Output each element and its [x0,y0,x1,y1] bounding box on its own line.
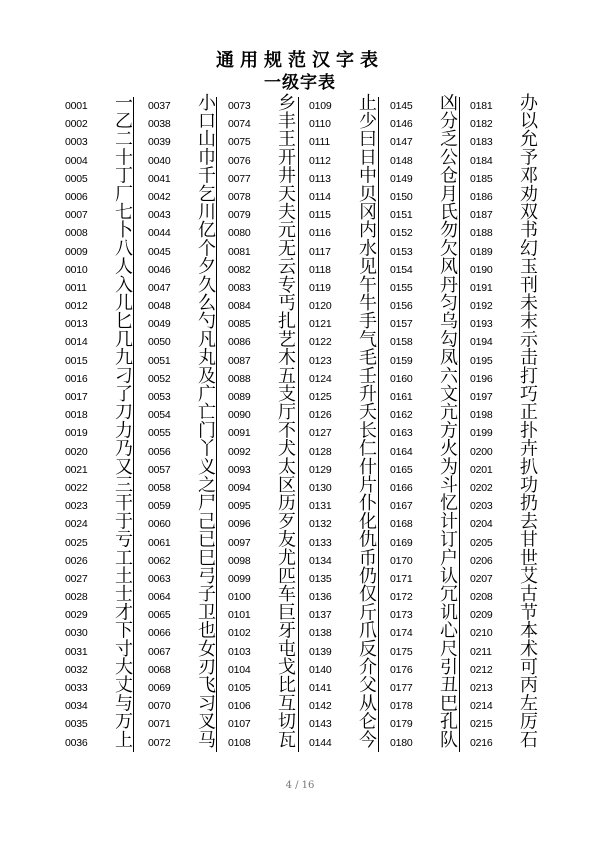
char-number: 0195 [470,354,493,367]
char-number: 0125 [309,391,332,403]
char-number: 0136 [309,591,332,604]
char-number: 0047 [148,281,171,294]
char-number: 0041 [148,172,171,185]
char-number: 0073 [228,100,251,112]
char-number: 0157 [390,318,413,331]
char-number: 0108 [228,736,251,749]
char-number: 0207 [470,572,493,585]
char-number: 0096 [228,518,251,531]
char-number: 0062 [148,554,171,567]
char-number: 0066 [148,627,171,640]
char-number: 0058 [148,481,171,494]
char-number: 0052 [148,372,171,385]
char-number: 0117 [309,245,331,258]
char-number: 0140 [309,663,332,676]
char-number: 0166 [390,481,413,494]
char-column-3 [228,93,306,757]
char-number: 0199 [470,427,493,440]
char-number: 0102 [228,627,251,640]
char-number: 0124 [309,372,332,385]
char-number: 0163 [390,427,413,440]
char-number: 0204 [470,518,493,531]
char-number: 0017 [65,391,88,403]
char-number: 0214 [470,700,493,713]
char-number: 0103 [228,645,251,658]
char-number: 0053 [148,391,171,403]
char-number: 0009 [65,245,88,258]
char-column-1 [65,93,143,757]
char-number: 0020 [65,445,88,458]
char-number: 0064 [148,591,171,604]
char-number: 0184 [470,154,493,167]
char-number: 0011 [65,281,87,294]
char-number: 0015 [65,354,88,367]
char-number: 0210 [470,627,493,640]
char-number: 0202 [470,481,493,494]
number-list [65,97,101,752]
char-number: 0032 [65,663,88,676]
char-number: 0083 [228,281,251,294]
char-number: 0022 [65,481,88,494]
char-number: 0173 [390,609,413,622]
char-number: 0043 [148,209,171,222]
char-number: 0181 [470,100,493,112]
char-number: 0150 [390,190,413,203]
char-number: 0104 [228,663,251,676]
char-number: 0182 [470,118,493,131]
char-number: 0137 [309,609,332,622]
char-number: 0174 [390,627,413,640]
char-number: 0039 [148,136,171,149]
column-divider [133,97,134,752]
character-list: 一乙二十丁厂七卜八人入儿匕几九刁了刀力乃又三干于亏工土士才下寸大丈与万上 [112,93,133,749]
char-number: 0029 [65,609,88,622]
char-number: 0065 [148,609,171,622]
number-list [148,97,184,752]
char-number: 0072 [148,736,171,749]
char-number: 0179 [390,718,413,731]
char-number: 0206 [470,554,493,567]
char-number: 0112 [309,154,331,167]
char-number: 0024 [65,518,88,531]
char-number: 0158 [390,336,413,349]
char-number: 0008 [65,227,88,240]
char-number: 0128 [309,445,332,458]
char-number: 0189 [470,245,493,258]
char-number: 0076 [228,154,251,167]
char-number: 0139 [309,645,332,658]
char-number: 0050 [148,336,171,349]
char-number: 0093 [228,463,251,476]
char-number: 0201 [470,463,493,476]
char-number: 0040 [148,154,171,167]
char-number: 0154 [390,263,413,276]
char-number: 0023 [65,500,88,513]
char-number: 0151 [390,209,413,222]
char-number: 0059 [148,500,171,513]
char-number: 0087 [228,354,251,367]
char-number: 0012 [65,300,88,313]
char-number: 0127 [309,427,332,440]
char-number: 0079 [228,209,251,222]
char-number: 0018 [65,409,88,422]
char-number: 0110 [309,118,331,131]
char-number: 0031 [65,645,88,658]
char-number: 0162 [390,409,413,422]
char-number: 0056 [148,445,171,458]
char-number: 0067 [148,645,171,658]
char-number: 0164 [390,445,413,458]
char-number: 0197 [470,391,493,403]
char-number: 0092 [228,445,251,458]
char-number: 0187 [470,209,493,222]
char-number: 0014 [65,336,88,349]
number-list [309,97,345,752]
char-number: 0089 [228,391,251,403]
char-number: 0100 [228,591,251,604]
char-number: 0098 [228,554,251,567]
char-number: 0146 [390,118,413,131]
char-number: 0038 [148,118,171,131]
char-number: 0082 [228,263,251,276]
char-number: 0176 [390,663,413,676]
char-number: 0002 [65,118,88,131]
char-number: 0159 [390,354,413,367]
character-list: 小口山巾千乞川亿个夕久么勺凡丸及广亡门丫义之尸己已巳弓子卫也女刃飞习叉马 [195,93,216,749]
char-number: 0119 [309,281,331,294]
char-number: 0138 [309,627,332,640]
char-number: 0180 [390,736,413,749]
char-number: 0055 [148,427,171,440]
char-number: 0095 [228,500,251,513]
char-number: 0215 [470,718,493,731]
char-number: 0057 [148,463,171,476]
char-number: 0113 [309,172,331,185]
char-number: 0035 [65,718,88,731]
char-number: 0109 [309,100,332,112]
column-divider [298,97,299,752]
char-number: 0054 [148,409,171,422]
char-number: 0111 [309,136,330,149]
char-number: 0145 [390,100,413,112]
char-number: 0190 [470,263,493,276]
char-number: 0074 [228,118,251,131]
char-column-4 [309,93,387,757]
char-number: 0178 [390,700,413,713]
char-number: 0034 [65,700,88,713]
char-number: 0077 [228,172,251,185]
char-number: 0156 [390,300,413,313]
char-number: 0061 [148,536,171,549]
char-number: 0196 [470,372,493,385]
char-number: 0144 [309,736,332,749]
char-number: 0193 [470,318,493,331]
char-number: 0122 [309,336,332,349]
char-number: 0063 [148,572,171,585]
char-number: 0019 [65,427,88,440]
char-number: 0007 [65,209,88,222]
char-number: 0006 [65,190,88,203]
char-number: 0090 [228,409,251,422]
char-number: 0175 [390,645,413,658]
char-number: 0003 [65,136,88,149]
char-number: 0030 [65,627,88,640]
column-divider [216,97,217,752]
char-number: 0016 [65,372,88,385]
char-number: 0188 [470,227,493,240]
char-number: 0203 [470,500,493,513]
char-number: 0186 [470,190,493,203]
character-list: 凶分乏公仓月氏勿欠风丹匀乌勾凤六文亢方火为斗忆计订户认冗讥心尺引丑巴孔队 [437,93,458,749]
char-number: 0070 [148,700,171,713]
char-number: 0091 [228,427,251,440]
char-number: 0205 [470,536,493,549]
char-number: 0106 [228,700,251,713]
char-number: 0135 [309,572,332,585]
char-number: 0037 [148,100,171,112]
char-number: 0010 [65,263,88,276]
char-number: 0171 [390,572,413,585]
char-number: 0134 [309,554,332,567]
char-number: 0081 [228,245,251,258]
char-number: 0005 [65,172,88,185]
char-number: 0161 [390,391,413,403]
char-number: 0013 [65,318,88,331]
character-list: 乡丰王开井天夫元无云专丐扎艺木五支厅不犬太区历歹友尤匹车巨牙屯戈比互切瓦 [275,93,296,749]
char-number: 0045 [148,245,171,258]
char-number: 0075 [228,136,251,149]
char-column-5 [390,93,468,757]
column-divider [459,97,460,752]
char-number: 0192 [470,300,493,313]
char-number: 0042 [148,190,171,203]
char-number: 0177 [390,682,413,694]
char-number: 0131 [309,500,332,513]
char-number: 0147 [390,136,413,149]
char-number: 0026 [65,554,88,567]
char-number: 0200 [470,445,493,458]
char-number: 0086 [228,336,251,349]
char-number: 0216 [470,736,493,749]
char-number: 0101 [228,609,251,622]
char-number: 0155 [390,281,413,294]
char-number: 0165 [390,463,413,476]
char-number: 0049 [148,318,171,331]
char-number: 0121 [309,318,332,331]
char-number: 0021 [65,463,88,476]
char-number: 0036 [65,736,88,749]
char-number: 0213 [470,682,493,694]
char-number: 0198 [470,409,493,422]
char-number: 0191 [470,281,493,294]
char-number: 0133 [309,536,332,549]
char-number: 0120 [309,300,332,313]
char-number: 0027 [65,572,88,585]
char-number: 0105 [228,682,251,694]
char-number: 0051 [148,354,171,367]
char-number: 0046 [148,263,171,276]
char-number: 0069 [148,682,171,694]
char-number: 0208 [470,591,493,604]
char-number: 0194 [470,336,493,349]
char-number: 0107 [228,718,251,731]
char-number: 0084 [228,300,251,313]
character-list: 办以允予邓劝双书幻玉刊未末示击打巧正扑卉扒功扔去甘世艾古节本术可丙左厉石 [517,93,538,749]
char-number: 0132 [309,518,332,531]
char-number: 0169 [390,536,413,549]
char-number: 0118 [309,263,331,276]
char-number: 0149 [390,172,413,185]
char-number: 0116 [309,227,331,240]
char-number: 0001 [65,100,88,112]
char-number: 0068 [148,663,171,676]
page-subtitle: 一级字表 [264,73,336,93]
char-number: 0078 [228,190,251,203]
char-number: 0060 [148,518,171,531]
char-number: 0130 [309,481,332,494]
char-number: 0129 [309,463,332,476]
number-list [228,97,264,752]
char-number: 0097 [228,536,251,549]
char-number: 0114 [309,190,331,203]
page-number: 4 / 16 [285,780,315,791]
char-column-2 [148,93,226,757]
column-divider [378,97,379,752]
char-column-6 [470,93,548,757]
char-number: 0141 [309,682,332,694]
char-number: 0152 [390,227,413,240]
char-number: 0148 [390,154,413,167]
char-number: 0209 [470,609,493,622]
character-list: 止少曰日中贝冈内水见午牛手气毛壬升夭长仁什片仆化仇币仍仅斤爪反介父从仑今 [356,93,377,749]
char-number: 0085 [228,318,251,331]
char-number: 0025 [65,536,88,549]
char-number: 0212 [470,663,493,676]
number-list [390,97,426,752]
char-number: 0142 [309,700,332,713]
char-number: 0099 [228,572,251,585]
char-number: 0044 [148,227,171,240]
char-number: 0143 [309,718,332,731]
char-number: 0123 [309,354,332,367]
number-list [470,97,506,752]
char-number: 0185 [470,172,493,185]
char-number: 0126 [309,409,332,422]
char-number: 0004 [65,154,88,167]
char-number: 0080 [228,227,251,240]
char-number: 0033 [65,682,88,694]
char-number: 0048 [148,300,171,313]
char-number: 0170 [390,554,413,567]
char-number: 0088 [228,372,251,385]
char-number: 0071 [148,718,171,731]
char-number: 0167 [390,500,413,513]
char-number: 0160 [390,372,413,385]
char-number: 0094 [228,481,251,494]
char-number: 0172 [390,591,413,604]
char-number: 0168 [390,518,413,531]
char-number: 0115 [309,209,331,222]
page-title: 通用规范汉字表 [216,50,384,71]
char-number: 0211 [470,645,492,658]
char-number: 0153 [390,245,413,258]
char-number: 0183 [470,136,493,149]
char-number: 0028 [65,591,88,604]
